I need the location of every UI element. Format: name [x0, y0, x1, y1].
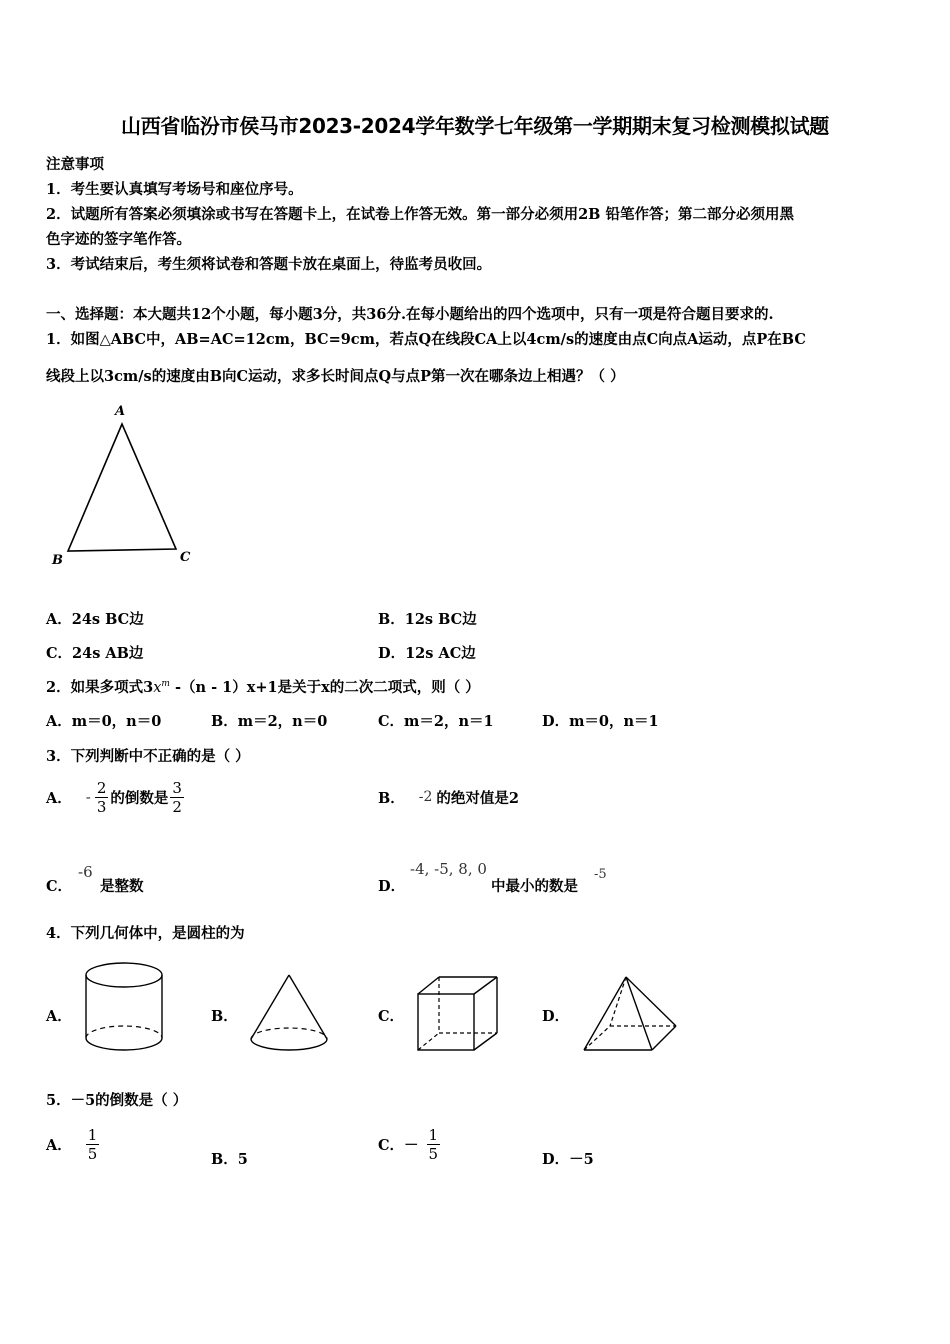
- q3-option-d[interactable]: [378, 862, 678, 902]
- q2-stem: [46, 676, 480, 697]
- cylinder-figure[interactable]: [84, 960, 166, 1054]
- q3-c-label: C．: [46, 878, 73, 895]
- pyramid-figure[interactable]: [582, 974, 680, 1056]
- q5-a-num: 1: [87, 1125, 98, 1144]
- triangle-abc: [68, 424, 176, 551]
- q3-stem: 3．下列判断中不正确的是（ ）: [46, 748, 250, 765]
- q4-label-a[interactable]: A．: [46, 1008, 72, 1025]
- cube-figure[interactable]: [415, 974, 501, 1054]
- q2-var-x: x: [153, 680, 162, 696]
- q5-option-c[interactable]: [378, 1122, 440, 1166]
- q3-d-set: -4, -5, 8, 0: [410, 860, 487, 878]
- vertex-label-b: B: [52, 553, 63, 568]
- q1-option-b[interactable]: B．12s BC边: [378, 611, 477, 628]
- q3-a-num2: 3: [172, 778, 182, 797]
- notice-item-1: 1．考生要认真填写考场号和座位序号。: [46, 181, 303, 198]
- q3-option-b[interactable]: [378, 777, 519, 817]
- notice-heading: 注意事项: [46, 156, 104, 173]
- q3-a-fraction-1: [95, 779, 109, 816]
- q3-d-value: -5: [594, 867, 607, 882]
- q3-d-text: 中最小的数是: [491, 878, 578, 895]
- q5-c-label: C．－: [378, 1136, 419, 1154]
- q4-label-c[interactable]: C．: [378, 1008, 405, 1025]
- q2-stem-pre: 2．如果多项式3: [46, 679, 154, 696]
- notice-item-2: 2．试题所有答案必须填涂或书写在答题卡上，在试卷上作答无效。第一部分必须用2B 铅笔作答；第二部分必须用黑: [46, 206, 794, 223]
- q5-a-fraction: [86, 1126, 100, 1163]
- q3-c-text: 是整数: [100, 878, 144, 895]
- q4-stem: 4．下列几何体中，是圆柱的为: [46, 925, 245, 942]
- q5-c-fraction: [427, 1126, 441, 1163]
- q3-a-fraction-2: [170, 779, 184, 816]
- q3-b-label: B．: [378, 789, 405, 807]
- cone-figure[interactable]: [249, 973, 331, 1055]
- q3-c-value: -6: [78, 863, 93, 881]
- q1-option-d[interactable]: D．12s AC边: [378, 645, 476, 662]
- q5-option-d[interactable]: D．－5: [542, 1151, 594, 1168]
- notice-item-3: 3．考试结束后，考生须将试卷和答题卡放在桌面上，待监考员收回。: [46, 256, 492, 273]
- q2-option-a[interactable]: A．m＝0，n＝0: [46, 713, 162, 730]
- q2-stem-post: -（n - 1）x+1是关于x的二次二项式，则（ ）: [169, 679, 480, 696]
- vertex-label-c: C: [180, 550, 191, 565]
- q5-a-den: 5: [87, 1144, 98, 1163]
- q2-exponent-m: m: [161, 679, 170, 690]
- q1-stem-line1: 1．如图△ABC中，AB=AC=12cm，BC=9cm，若点Q在线段CA上以4cm/s的速度由点C向点A运动，点P在BC: [46, 331, 806, 348]
- q3-option-a[interactable]: [46, 777, 184, 817]
- q1-option-c[interactable]: C．24s AB边: [46, 645, 144, 662]
- q3-d-label: D．: [378, 878, 406, 895]
- q5-option-a[interactable]: [46, 1122, 99, 1166]
- q3-a-text: 的倒数是: [110, 789, 169, 807]
- q3-b-value: -2: [418, 789, 433, 805]
- q3-a-den1: 3: [96, 797, 107, 816]
- q2-option-c[interactable]: C．m＝2，n＝1: [378, 713, 494, 730]
- q5-c-den: 5: [428, 1144, 439, 1163]
- q5-a-label: A．: [46, 1136, 72, 1154]
- triangle-figure: [40, 398, 210, 573]
- q2-option-d[interactable]: D．m＝0，n＝1: [542, 713, 659, 730]
- q3-a-sign: -: [85, 788, 91, 806]
- q5-stem: 5．－5的倒数是（ ）: [46, 1092, 188, 1109]
- q1-option-a[interactable]: A．24s BC边: [46, 611, 144, 628]
- page-title: 山西省临汾市侯马市2023-2024学年数学七年级第一学期期末复习检测模拟试题: [121, 114, 829, 138]
- q4-label-d[interactable]: D．: [542, 1008, 570, 1025]
- q3-a-den2: 2: [172, 797, 182, 816]
- vertex-label-a: A: [115, 404, 126, 419]
- q2-option-b[interactable]: B．m＝2，n＝0: [211, 713, 328, 730]
- q5-c-num: 1: [428, 1125, 439, 1144]
- q3-a-label: A．: [46, 789, 72, 807]
- q1-stem-line2: 线段上以3cm/s的速度由B向C运动，求多长时间点Q与点P第一次在哪条边上相遇？（ ）: [46, 368, 625, 385]
- section-heading: 一、选择题：本大题共12个小题，每小题3分，共36分.在每小题给出的四个选项中，只有一项是符合题目要求的.: [46, 306, 774, 323]
- q3-a-num1: 2: [96, 778, 107, 797]
- q3-b-text: 的绝对值是2: [436, 789, 519, 807]
- q4-label-b[interactable]: B．: [211, 1008, 238, 1025]
- q5-option-b[interactable]: B．5: [211, 1151, 248, 1168]
- notice-item-2-cont: 色字迹的签字笔作答。: [46, 231, 191, 248]
